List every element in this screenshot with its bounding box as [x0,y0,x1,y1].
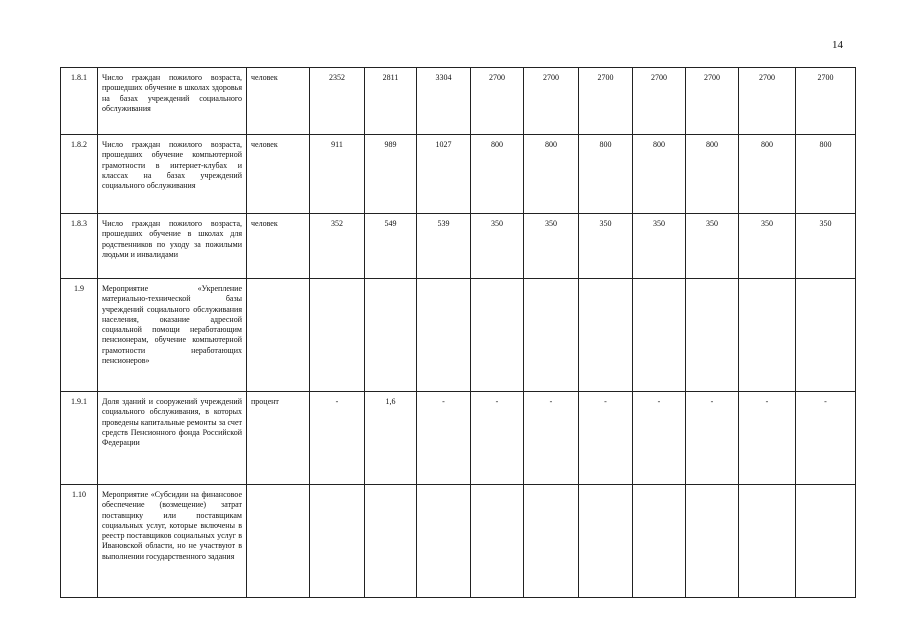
value-cell: 350 [471,214,524,279]
table-row [61,68,856,135]
value-cell: 800 [686,135,739,214]
table-row [61,279,856,392]
value-cell: - [579,392,633,485]
value-cell [417,485,471,598]
value-cell [633,485,686,598]
value-cell: - [739,392,796,485]
value-cell: 2700 [579,68,633,135]
value-cell: 350 [524,214,579,279]
value-cell [633,279,686,392]
value-cell: 350 [686,214,739,279]
value-cell: 800 [579,135,633,214]
value-cell: 989 [365,135,417,214]
indicators-table [60,67,856,598]
row-number: 1.8.3 [61,214,98,279]
value-cell: 3304 [417,68,471,135]
value-cell [524,485,579,598]
table-row [61,485,856,598]
unit-of-measure [247,485,310,598]
value-cell: - [796,392,856,485]
value-cell: 2700 [633,68,686,135]
value-cell: - [310,392,365,485]
unit-of-measure: человек [247,135,310,214]
value-cell [471,279,524,392]
value-cell [365,279,417,392]
value-cell: - [633,392,686,485]
indicator-name: Мероприятие «Субсидии на финансовое обеспечение (возмещение) затрат поставщику или поставщикам социальных услуг, которые включены в реестр поставщиков социальных услуг в Ивановской области, но не участвуют в выполнении государственного задания [98,485,247,598]
value-cell: 911 [310,135,365,214]
value-cell [796,485,856,598]
indicator-name: Доля зданий и сооружений учреждений социального обслуживания, в которых проведены капитальные ремонты за счет средств Пенсионного фонда Российской Федерации [98,392,247,485]
value-cell: 2700 [471,68,524,135]
value-cell [796,279,856,392]
value-cell: 352 [310,214,365,279]
value-cell: 800 [633,135,686,214]
table-body [61,68,856,598]
indicator-name: Число граждан пожилого возраста, прошедших обучение в школах здоровья на базах учреждений социального обслуживания [98,68,247,135]
unit-of-measure: человек [247,214,310,279]
value-cell: 350 [633,214,686,279]
value-cell: - [417,392,471,485]
value-cell [579,279,633,392]
value-cell: 1,6 [365,392,417,485]
value-cell: 350 [739,214,796,279]
value-cell: 2700 [739,68,796,135]
row-number: 1.9 [61,279,98,392]
value-cell: 800 [796,135,856,214]
value-cell [417,279,471,392]
value-cell [739,279,796,392]
row-number: 1.10 [61,485,98,598]
indicator-name: Мероприятие «Укрепление материально-технической базы учреждений социального обслуживания населения, оказание адресной социальной помощи неработающим пенсионерам, обучение компьютерной грамотности неработающих пенсионеров» [98,279,247,392]
value-cell: 2700 [524,68,579,135]
unit-of-measure: человек [247,68,310,135]
row-number: 1.8.2 [61,135,98,214]
value-cell [739,485,796,598]
value-cell [365,485,417,598]
value-cell: - [471,392,524,485]
value-cell: 800 [471,135,524,214]
value-cell: 549 [365,214,417,279]
value-cell: 539 [417,214,471,279]
unit-of-measure: процент [247,392,310,485]
table-row [61,214,856,279]
row-number: 1.9.1 [61,392,98,485]
table-row [61,135,856,214]
value-cell [524,279,579,392]
value-cell: 2700 [686,68,739,135]
value-cell [310,279,365,392]
row-number: 1.8.1 [61,68,98,135]
value-cell: - [524,392,579,485]
value-cell: 350 [579,214,633,279]
value-cell [310,485,365,598]
value-cell: 350 [796,214,856,279]
unit-of-measure [247,279,310,392]
value-cell: 800 [524,135,579,214]
value-cell: 800 [739,135,796,214]
value-cell [471,485,524,598]
value-cell [579,485,633,598]
indicator-name: Число граждан пожилого возраста, прошедших обучение в школах для родственников по уходу за пожилыми людьми и инвалидами [98,214,247,279]
value-cell [686,485,739,598]
value-cell [686,279,739,392]
value-cell: 2352 [310,68,365,135]
value-cell: - [686,392,739,485]
value-cell: 2700 [796,68,856,135]
value-cell: 2811 [365,68,417,135]
table-row [61,392,856,485]
value-cell: 1027 [417,135,471,214]
indicator-name: Число граждан пожилого возраста, прошедших обучение компьютерной грамотности в интернет-клубах и классах на базах учреждений социального обслуживания [98,135,247,214]
page-number: 14 [832,39,843,51]
